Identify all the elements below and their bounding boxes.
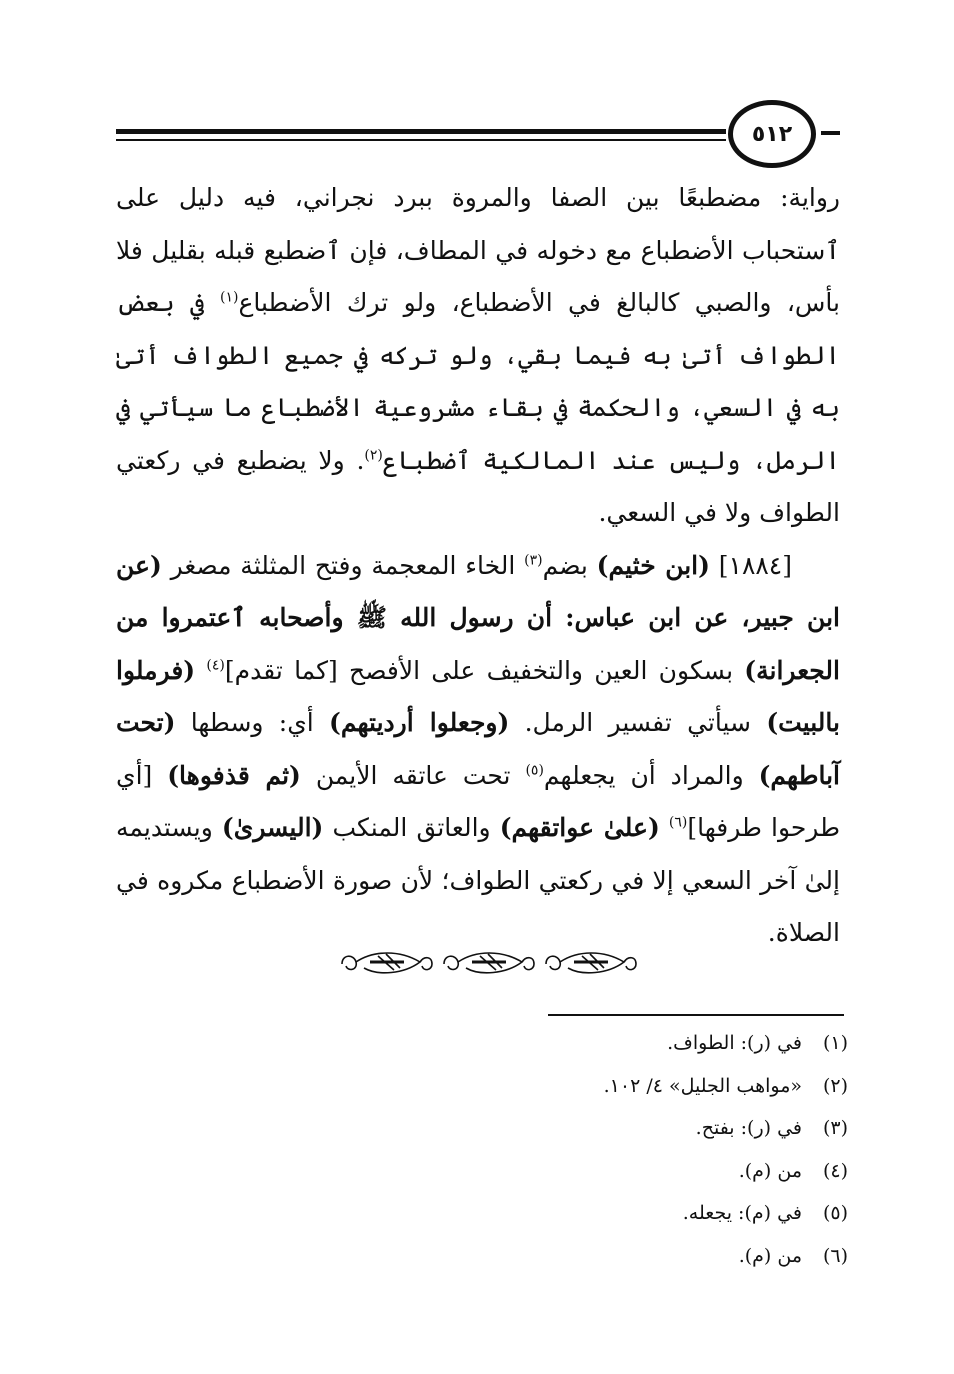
footnote-separator	[548, 1014, 844, 1016]
footnote-number: (٤)	[822, 1159, 848, 1182]
footnote-number: (٦)	[822, 1244, 848, 1267]
paragraph-1	[116, 172, 840, 540]
footnote-4	[300, 1150, 848, 1193]
footnotes-list	[300, 1022, 848, 1277]
footnote-6	[300, 1235, 848, 1278]
footnote-text: من (م).	[738, 1159, 802, 1182]
ornament-motif	[546, 953, 636, 973]
text-segment: والمراد أن يجعلهم	[543, 760, 759, 790]
paragraph-2	[116, 540, 840, 960]
text-segment: بسكون العين والتخفيف على الأفصح [كما تقدم]	[224, 655, 745, 685]
footnote-1	[300, 1022, 848, 1065]
text-segment: والعاتق المنكب	[323, 813, 500, 842]
bold-phrase: (ثم قذفوها)	[167, 760, 301, 790]
main-text	[116, 172, 840, 960]
footnote-text: في (ر): الطواف.	[667, 1032, 802, 1054]
text-segment: بضم	[542, 550, 597, 580]
ornament-motif	[444, 953, 534, 973]
text-segment: [أي طرحوا طرفها]	[116, 760, 840, 842]
bold-phrase: (فرملوا بالبيت)	[116, 655, 840, 737]
footnote-text: في (م): يجعله.	[682, 1202, 802, 1224]
ornament-motif	[342, 953, 432, 973]
text-segment: [١٨٨٤]	[709, 550, 792, 580]
text-segment: . ولا يضطبع في ركعتي الطواف ولا في السعي.	[116, 445, 840, 527]
footnote-number: (١)	[822, 1032, 848, 1054]
footnote-text: «مواهب الجليل» ٤/ ١٠٢.	[603, 1074, 802, 1097]
text-segment: سيأتي تفسير الرمل.	[509, 708, 767, 737]
footnote-ref-2[interactable]: (٢)	[364, 447, 383, 464]
footnote-ref-4[interactable]: (٤)	[206, 657, 225, 674]
text-segment	[660, 813, 669, 842]
footnote-ref-5[interactable]: (٥)	[525, 762, 544, 779]
text-segment: تحت عاتقه الأيمن	[300, 760, 526, 790]
footnote-number: (٣)	[822, 1117, 848, 1139]
text-segment: أي: وسطها	[175, 708, 330, 737]
header-rule	[116, 129, 726, 134]
footnote-text: في (ر): بفتح.	[695, 1117, 802, 1139]
footnote-2	[300, 1065, 848, 1108]
footnote-ref-3[interactable]: (٣)	[524, 552, 543, 569]
bold-phrase: (وجعلوا أرديتهم)	[329, 708, 510, 737]
footnote-ref-6[interactable]: (٦)	[668, 814, 688, 831]
footnote-ref-1[interactable]: (١)	[220, 289, 239, 306]
header-rule-end	[821, 131, 840, 135]
page-number: ٥١٢	[728, 100, 816, 168]
bold-phrase: (ابن خثيم)	[596, 550, 710, 580]
footnote-number: (٢)	[822, 1074, 848, 1097]
bold-phrase: (تحت آباطهم)	[116, 708, 840, 790]
footnote-number: (٥)	[822, 1202, 848, 1224]
text-segment: الخاء المعجمة وفتح المثلثة مصغر	[161, 550, 525, 580]
section-divider-ornament	[334, 944, 638, 984]
bold-phrase: (علىٰ عواتقهم)	[499, 813, 660, 842]
footnote-3	[300, 1107, 848, 1150]
footnote-5	[300, 1192, 848, 1235]
page-header	[116, 98, 840, 170]
text-segment: رواية: مضطبعًا بين الصفا والمروة ببرد نجراني، فيه دليل على ٱستحباب الأضطباع مع دخوله في المطاف، فإن ٱضطبع قبله بقليل فلا بأس، والصبي كالبالغ في الأضطباع، ولو ترك الأضطباع	[116, 183, 841, 317]
bold-phrase: (اليسرىٰ)	[221, 813, 324, 842]
header-rule-thin	[116, 139, 726, 141]
text-segment: ويستديمه إلىٰ آخر السعي إلا في ركعتي الطواف؛ لأن صورة الأضطباع مكروه في الصلاة.	[116, 813, 840, 947]
text-segment: في بعض الطواف أتىٰ به فيما بقي، ولو تركه في جميع الطواف أتىٰ به في السعي، والحكمة في بقاء مشروعية الأضطباع ما سيأتي في الرمل، وليس عند المالكية ٱضطباع	[116, 288, 840, 475]
footnote-text: من (م).	[738, 1244, 802, 1267]
bold-phrase: (عن ابن جبير، عن ابن عباس: أن رسول الله ﷺ وأصحابه ٱعتمروا من الجعرانة)	[116, 550, 840, 685]
text-segment	[195, 656, 206, 685]
